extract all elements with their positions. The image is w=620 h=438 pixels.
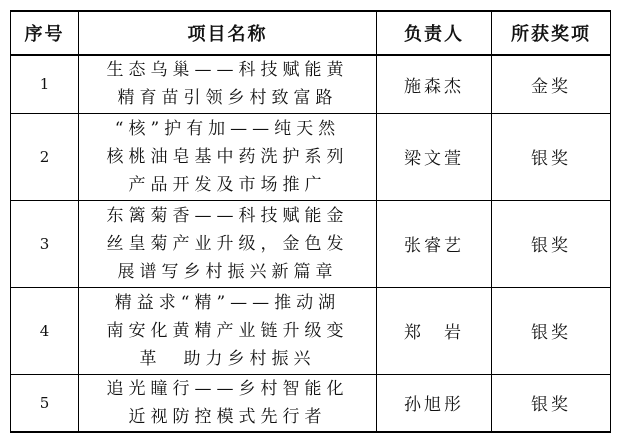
- project-name-line: 南安化黄精产业链升级变: [106, 320, 349, 341]
- row-index: 2: [11, 113, 79, 200]
- project-name-line: 展谱写乡村振兴新篇章: [117, 261, 338, 282]
- project-name-line: “核”护有加——纯天然: [114, 118, 341, 139]
- project-name-line: 核桃油皂基中药洗护系列: [106, 146, 349, 167]
- project-name-line: 产品开发及市场推广: [128, 174, 327, 195]
- row-leader: 施森杰: [377, 55, 492, 113]
- row-project-name: [79, 374, 377, 432]
- table-row: [11, 200, 611, 287]
- row-award: 银奖: [492, 374, 611, 432]
- project-name-line: 东篱菊香——科技赋能金: [106, 205, 349, 226]
- row-leader: 梁文萱: [377, 113, 492, 200]
- awards-table: [10, 10, 611, 433]
- table-header-row: [11, 11, 611, 55]
- row-leader: 张睿艺: [377, 200, 492, 287]
- project-name-line: 生态乌巢——科技赋能黄: [106, 60, 349, 81]
- table-row: [11, 287, 611, 374]
- row-award: 银奖: [492, 113, 611, 200]
- project-name-line: 革 助力乡村振兴: [139, 348, 316, 369]
- project-name-line: 精育苗引领乡村致富路: [117, 88, 338, 109]
- row-leader: 孙旭彤: [377, 374, 492, 432]
- header-index: 序号: [11, 11, 79, 55]
- header-award: 所获奖项: [492, 11, 611, 55]
- table-row: [11, 374, 611, 432]
- row-index: 3: [11, 200, 79, 287]
- row-award: 银奖: [492, 200, 611, 287]
- row-project-name: [79, 287, 377, 374]
- table-row: [11, 113, 611, 200]
- row-index: 5: [11, 374, 79, 432]
- project-name-line: 追光瞳行——乡村智能化: [106, 378, 349, 399]
- row-project-name: [79, 113, 377, 200]
- project-name-line: 丝皇菊产业升级，金色发: [106, 233, 349, 254]
- row-index: 4: [11, 287, 79, 374]
- project-name-line: 近视防控模式先行者: [128, 406, 327, 427]
- project-name-line: 精益求“精”——推动湖: [114, 292, 341, 313]
- row-leader: 郑 岩: [377, 287, 492, 374]
- row-project-name: [79, 55, 377, 113]
- table-row: [11, 55, 611, 113]
- row-award: 金奖: [492, 55, 611, 113]
- header-leader: 负责人: [377, 11, 492, 55]
- row-project-name: [79, 200, 377, 287]
- row-award: 银奖: [492, 287, 611, 374]
- header-project-name: 项目名称: [79, 11, 377, 55]
- row-index: 1: [11, 55, 79, 113]
